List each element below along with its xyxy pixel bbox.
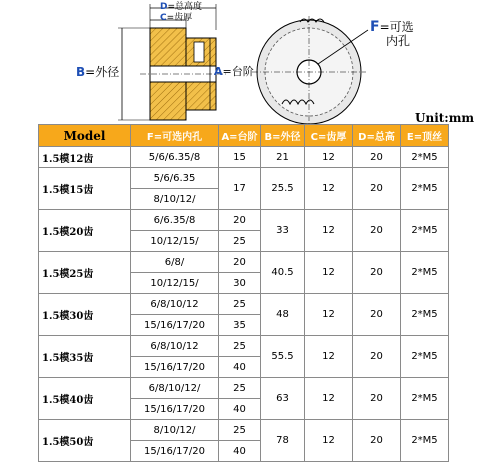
tooth-thickness-cell: 12 [305,420,353,462]
total-height-cell: 20 [353,168,401,210]
bore-cell: 6/8/10/12 [131,336,219,357]
model-name: 1.5模40齿 [39,378,131,420]
bore-cell: 6/8/10/12/ [131,378,219,399]
bore-cell: 15/16/17/20 [131,441,219,462]
step-cell: 20 [219,252,261,273]
outer-dia-cell: 78 [261,420,305,462]
tooth-thickness-cell: 12 [305,252,353,294]
set-screw-cell: 2*M5 [401,420,449,462]
label-step: A=台阶 [214,65,254,78]
outer-dia-cell: 25.5 [261,168,305,210]
unit-label: Unit:mm [415,111,475,125]
bore-cell: 5/6/6.35/8 [131,147,219,168]
total-height-cell: 20 [353,147,401,168]
total-height-cell: 20 [353,210,401,252]
label-bore: F=可选 [370,19,414,35]
step-cell: 20 [219,210,261,231]
header-bore: F=可选内孔 [131,125,219,147]
step-cell: 15 [219,147,261,168]
bore-cell: 8/10/12/ [131,189,219,210]
set-screw-cell: 2*M5 [401,210,449,252]
table-row [39,294,449,315]
total-height-cell: 20 [353,252,401,294]
tooth-thickness-cell: 12 [305,336,353,378]
table-row [39,420,449,441]
header-set-screw: E=顶丝 [401,125,449,147]
outer-dia-cell: 21 [261,147,305,168]
outer-dia-cell: 48 [261,294,305,336]
set-screw-cell: 2*M5 [401,294,449,336]
set-screw-cell: 2*M5 [401,168,449,210]
table-row [39,336,449,357]
label-outer-diameter: B=外径 [76,65,120,79]
set-screw-cell: 2*M5 [401,252,449,294]
table-row [39,252,449,273]
step-cell: 25 [219,336,261,357]
total-height-cell: 20 [353,378,401,420]
outer-dia-cell: 63 [261,378,305,420]
step-cell: 40 [219,357,261,378]
set-screw-cell: 2*M5 [401,378,449,420]
label-tooth-thickness: C=齿厚 [160,13,193,23]
gear-drawing-svg [0,0,488,124]
model-name: 1.5模12齿 [39,147,131,168]
tooth-thickness-cell: 12 [305,147,353,168]
step-cell: 17 [219,168,261,210]
step-cell: 40 [219,399,261,420]
outer-dia-cell: 33 [261,210,305,252]
model-name: 1.5模15齿 [39,168,131,210]
bore-cell: 15/16/17/20 [131,357,219,378]
tooth-thickness-cell: 12 [305,378,353,420]
table-row [39,378,449,399]
step-cell: 25 [219,231,261,252]
header-total-height: D=总高 [353,125,401,147]
label-bore-line2: 内孔 [386,34,411,48]
step-cell: 25 [219,378,261,399]
table-row [39,168,449,189]
bore-cell: 10/12/15/ [131,231,219,252]
set-screw-cell: 2*M5 [401,336,449,378]
total-height-cell: 20 [353,420,401,462]
header-outer-dia: B=外径 [261,125,305,147]
step-cell: 35 [219,315,261,336]
bore-cell: 15/16/17/20 [131,315,219,336]
header-step: A=台阶 [219,125,261,147]
bore-cell: 6/8/10/12 [131,294,219,315]
bore-cell: 8/10/12/ [131,420,219,441]
bore-cell: 15/16/17/20 [131,399,219,420]
front-view [252,16,368,124]
label-total-height: D=总高度 [160,2,203,12]
total-height-cell: 20 [353,294,401,336]
table-row [39,147,449,168]
outer-dia-cell: 40.5 [261,252,305,294]
bore-cell: 6/6.35/8 [131,210,219,231]
tooth-thickness-cell: 12 [305,210,353,252]
step-cell: 30 [219,273,261,294]
step-cell: 40 [219,441,261,462]
tooth-thickness-cell: 12 [305,168,353,210]
set-screw-cell: 2*M5 [401,147,449,168]
model-name: 1.5模20齿 [39,210,131,252]
tooth-thickness-cell: 12 [305,294,353,336]
gear-drawings [0,0,488,124]
header-tooth-thickness: C=齿厚 [305,125,353,147]
step-cell: 25 [219,420,261,441]
model-name: 1.5模30齿 [39,294,131,336]
model-name: 1.5模25齿 [39,252,131,294]
table-header-row [39,125,449,147]
bore-cell: 6/8/ [131,252,219,273]
model-name: 1.5模50齿 [39,420,131,462]
model-name: 1.5模35齿 [39,336,131,378]
step-cell: 25 [219,294,261,315]
total-height-cell: 20 [353,336,401,378]
header-model: Model [39,125,131,147]
bore-cell: 5/6/6.35 [131,168,219,189]
bore-cell: 10/12/15/ [131,273,219,294]
spec-table [38,124,449,462]
outer-dia-cell: 55.5 [261,336,305,378]
table-row [39,210,449,231]
